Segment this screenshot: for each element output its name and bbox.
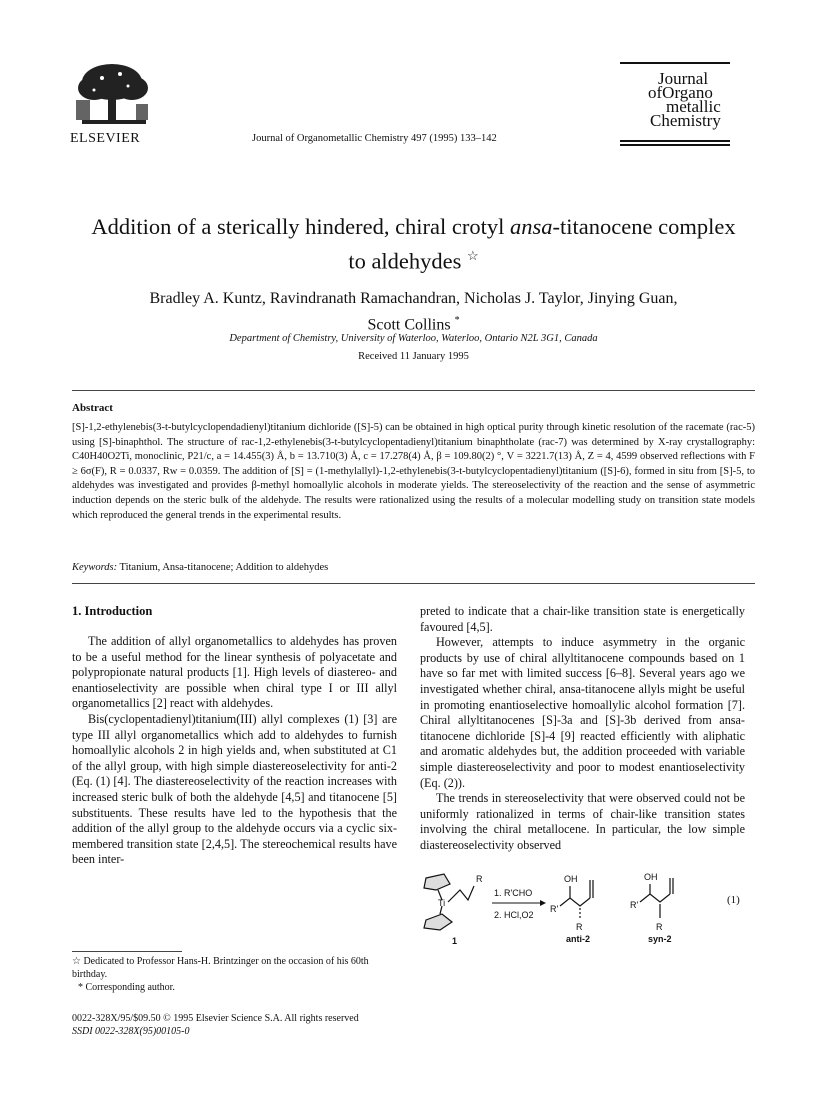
corresponding-author-mark[interactable]: * — [454, 315, 460, 326]
title-line-2: to aldehydes — [348, 248, 462, 274]
title-ansa: ansa — [510, 214, 553, 239]
anti-r-prime-label: R' — [550, 904, 559, 914]
title-line-1-start: Addition of a sterically hindered, chiral crotyl — [91, 214, 511, 239]
reaction-scheme-equation-1 — [418, 870, 758, 945]
scheme-step-2: 2. HCl,O2 — [494, 910, 534, 920]
intro-paragraph-5: The trends in stereoselectivity that were observed could not be uniformly rationalized in terms of chair-like transition states involving the chiral metallocene. In particular, the low simple diastereoselectivity observed — [420, 791, 745, 852]
intro-paragraph-2: Bis(cyclopentadienyl)titanium(III) allyl complexes (1) [3] are type III allyl organometallics which add to aldehydes to furnish homoallylic alcohols 2 in high yields and, when substituted at C1 of the allyl group, with high simple diastereoselectivity for anti-2 (Eq. (1) [4]. The diastereoselectivity of the reaction increases with increased steric bulk of both the aldehyde [4,5] and titanocene [5] substituents. These results have led to the hypothesis that the addition of the allyl group to the aldehyde occurs via a cyclic six-membered transition state [2,4,5]. The stereochemical results have been inter- — [72, 711, 397, 867]
abstract-heading: Abstract — [72, 402, 113, 414]
titanocene-allyl-structure — [424, 874, 474, 930]
abstract-bottom-rule — [72, 583, 755, 584]
scheme-anti-2-label: anti-2 — [566, 934, 591, 944]
title-footnote-star[interactable]: ☆ — [467, 248, 479, 263]
journal-logo — [620, 62, 730, 148]
scheme-ti-label: Ti — [438, 898, 446, 908]
abstract-body: [S]-1,2-ethylenebis(3-t-butylcyclopendadienyl)titanium dichloride ([S]-5) can be obtained in high optical purity through kinetic resolution of the racemate (rac-5) using [S]-binaphthol. The structure of rac-1,2-ethylenebis(3-t-butylcyclopentadienyl)titanium binaphtholate (rac-7) was determined by X-ray crystallography: C40H40O2Ti, monoclinic, P21/c, a = 14.455(3) Å, b = 13.710(3) Å, c = 17.278(4) Å, β = 109.80(2) °, V = 3221.7(13) Å, Z = 4, 4599 observed reflections with F ≥ 6σ(F), R = 0.0337, Rw = 0.0359. The addition of [S] = (1-methylallyl)-1,2-ethylenebis(3-t-butylcyclopentadienyl)titanium ([S]-6), formed in situ from [S]-5, to aldehydes was investigated and provides β-methyl homoallylic alcohols in moderate yields. The stereoselectivity of the reaction and the sense of asymmetric induction depends on the steric bulk of the aldehyde. The results were rationalized using the results of a molecular modelling study on transition state models which reproduced the general trends in the experimental results. — [72, 422, 755, 521]
journal-logo-line-2: ofOrgano — [648, 83, 713, 102]
scheme-syn-2-label: syn-2 — [648, 934, 672, 944]
footnote-corresponding: * Corresponding author. — [78, 982, 175, 993]
scheme-compound-1-label: 1 — [452, 936, 458, 945]
intro-paragraph-1: The addition of allyl organometallics to aldehydes has proven to be a useful method for the linear synthesis of polyacetate and polypropionate natural products [1]. High levels of diastereo- and enantioselectivity are possible when chiral type I or III allyl organometallics [2] react with aldehydes. — [72, 634, 397, 711]
abstract-top-rule — [72, 390, 755, 391]
section-heading-introduction: 1. Introduction — [72, 604, 153, 618]
syn-oh-label: OH — [644, 872, 658, 882]
footnote-dedication: ☆ Dedicated to Professor Hans-H. Brintzinger on the occasion of his 60th birthday. — [72, 956, 369, 980]
equation-number: (1) — [727, 894, 740, 906]
copyright-notice — [72, 1012, 492, 1038]
article-title — [40, 212, 787, 276]
journal-logo-line-1: Journal — [658, 69, 709, 88]
anti-r-label: R — [576, 922, 583, 932]
title-line-1-end: -titanocene complex — [552, 214, 736, 239]
scheme-step-1: 1. R'CHO — [494, 888, 533, 898]
copyright-line: 0022-328X/95/$09.50 © 1995 Elsevier Science S.A. All rights reserved — [72, 1013, 359, 1024]
elsevier-tree-logo — [72, 60, 156, 130]
footnote-rule — [72, 951, 182, 952]
intro-paragraph-3: preted to indicate that a chair-like transition state is energetically favoured [4,5]. — [420, 604, 745, 634]
scheme-r-label: R — [476, 874, 483, 884]
received-date: Received 11 January 1995 — [358, 351, 469, 362]
syn-r-label: R — [656, 922, 663, 932]
affiliation: Department of Chemistry, University of Waterloo, Waterloo, Ontario N2L 3G1, Canada — [229, 333, 598, 344]
left-column — [72, 634, 397, 868]
syn-r-prime-label: R' — [630, 900, 639, 910]
author-list — [40, 288, 787, 336]
intro-paragraph-4: However, attempts to induce asymmetry in the organic products by use of chiral allyltitanocene compounds based on 1 have so far met with limited success [6–8]. Several years ago we investigated whether chiral, ansa-titanocene allyls might be useful in promoting enantioselective homoallylic alcohol formation [7]. Chiral allyltitanocenes [S]-3a and [S]-3b derived from ansa-titanocene dichloride [S]-4 [9] reacted efficiently with aliphatic and aromatic aldehydes but, the addition proceeded with variable simple diastereoselectivity and poor to modest enantioselectivity (Eq. (2)). — [420, 635, 745, 790]
anti-oh-label: OH — [564, 874, 578, 884]
keywords — [72, 562, 328, 573]
right-column — [420, 604, 745, 854]
ssdi-line: SSDI 0022-328X(95)00105-0 — [72, 1026, 190, 1037]
journal-logo-line-3: metallic — [666, 97, 721, 116]
journal-reference: Journal of Organometallic Chemistry 497 (1995) 133–142 — [252, 133, 497, 144]
authors-line-2: Scott Collins — [367, 316, 451, 334]
footnotes — [72, 955, 397, 994]
keywords-label: Keywords: — [72, 562, 118, 573]
journal-logo-line-4: Chemistry — [650, 111, 721, 130]
keywords-text: Titanium, Ansa-titanocene; Addition to aldehydes — [119, 562, 329, 573]
publisher-name: ELSEVIER — [70, 131, 141, 146]
authors-line-1: Bradley A. Kuntz, Ravindranath Ramachandran, Nicholas J. Taylor, Jinying Guan, — [149, 290, 678, 307]
